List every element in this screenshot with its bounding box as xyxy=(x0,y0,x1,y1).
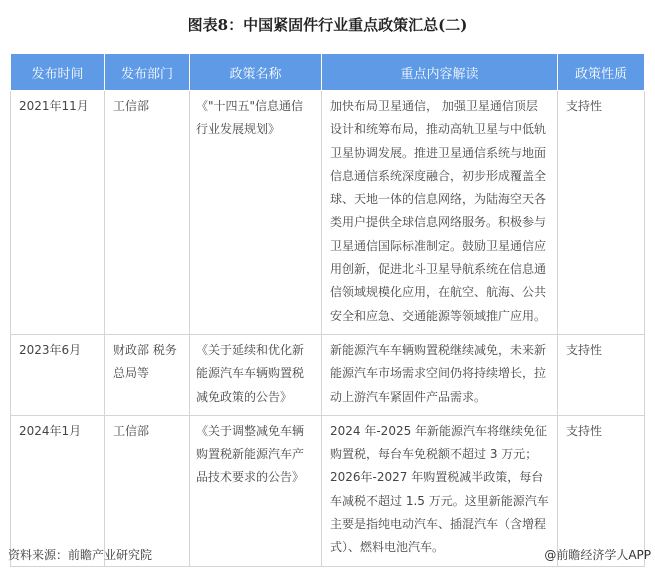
cell-dept: 财政部 税务总局等 xyxy=(105,334,190,415)
cell-nature: 支持性 xyxy=(558,334,645,415)
header-nature: 政策性质 xyxy=(558,54,645,91)
header-date: 发布时间 xyxy=(11,54,105,91)
cell-nature: 支持性 xyxy=(558,415,645,566)
policy-table xyxy=(10,54,645,567)
header-content: 重点内容解读 xyxy=(322,54,558,91)
header-policy-name: 政策名称 xyxy=(190,54,322,91)
header-dept: 发布部门 xyxy=(105,54,190,91)
page-title: 图表8：中国紧固件行业重点政策汇总(二) xyxy=(187,16,468,34)
cell-content: 加快布局卫星通信， 加强卫星通信顶层设计和统筹布局，推动高轨卫星与中低轨卫星协调发展。推进卫星通信系统与地面信息通信系统深度融合，初步形成覆盖全球、天地一体的信息网络，为陆海空天各类用户提供全球信息网络服务。积极参与卫星通信国际标准制定。鼓励卫星通信应用创新，促进北斗卫星导航系统在信息通信领域规模化应用，在航空、航海、公共安全和应急、交通能源等领域推广应用。 xyxy=(322,91,558,335)
cell-policy-name: 《"十四五"信息通信行业发展规划》 xyxy=(190,91,322,335)
cell-content: 2024 年-2025 年新能源汽车将继续免征购置税，每台车免税额不超过 3 万元；2026年-2027 年购置税减半政策，每台车减税不超过 1.5 万元。这里新能源汽车主要是指纯电动汽车、插混汽车（含增程式）、燃料电池汽车。 xyxy=(322,415,558,566)
table-row xyxy=(11,334,645,415)
table-header-row xyxy=(11,54,645,91)
cell-policy-name: 《关于延续和优化新能源汽车车辆购置税减免政策的公告》 xyxy=(190,334,322,415)
cell-date: 2024年1月 xyxy=(11,415,105,566)
cell-nature: 支持性 xyxy=(558,91,645,335)
cell-policy-name: 《关于调整减免车辆购置税新能源汽车产品技术要求的公告》 xyxy=(190,415,322,566)
credit-note: @前瞻经济学人APP xyxy=(544,548,651,562)
cell-content: 新能源汽车车辆购置税继续减免，未来新能源汽车市场需求空间仍将持续增长，拉动上游汽车紧固件产品需求。 xyxy=(322,334,558,415)
cell-dept: 工信部 xyxy=(105,91,190,335)
source-note: 资料来源：前瞻产业研究院 xyxy=(8,548,153,562)
table-row xyxy=(11,91,645,335)
cell-date: 2023年6月 xyxy=(11,334,105,415)
cell-date: 2021年11月 xyxy=(11,91,105,335)
cell-dept: 工信部 xyxy=(105,415,190,566)
table-row xyxy=(11,415,645,566)
